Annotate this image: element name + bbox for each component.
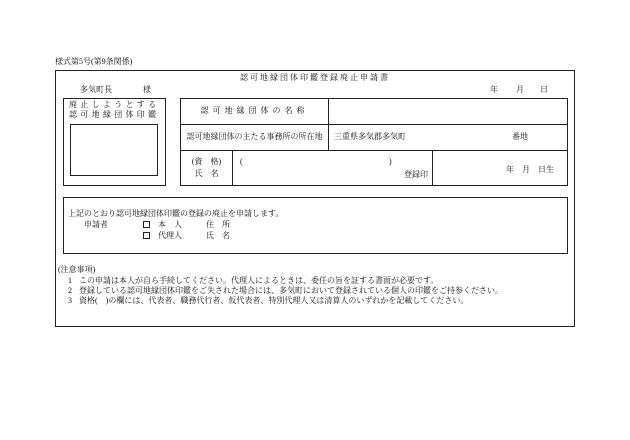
group-name-field[interactable]	[329, 99, 567, 124]
note-number: 2	[68, 286, 72, 295]
form-number: 様式第5号(第9条関係)	[55, 57, 133, 66]
group-name-label: 認可地縁団体の名称	[200, 106, 309, 115]
date-day-label: 日	[540, 85, 548, 94]
office-address-label: 認可地縁団体の主たる事務所の所在地	[186, 132, 323, 141]
qualification-paren-open: (	[240, 157, 243, 166]
date-year-label: 年	[490, 85, 498, 94]
applicant-address-label: 住 所	[206, 220, 230, 229]
self-checkbox[interactable]	[143, 221, 150, 228]
form-title: 認可地縁団体印鑑登録廃止申請書	[240, 73, 390, 82]
application-statement: 上記のとおり認可地縁団体印鑑の登録の廃止を申請します。	[68, 209, 284, 218]
addressee-name: 多気町長	[80, 85, 112, 94]
seal-box-caption-line2: 認可地縁団体印鑑	[69, 110, 160, 119]
self-option-label: 本 人	[158, 220, 182, 229]
agent-option-label: 代理人	[158, 231, 182, 240]
notes-heading: (注意事項)	[58, 265, 96, 274]
note-text: この申請は本人が自ら手続してください。代理人によるときは、委任の旨を証する書面が必要です。	[79, 276, 439, 285]
applicant-label: 申請者	[84, 220, 108, 229]
agent-checkbox[interactable]	[143, 232, 150, 239]
applicant-name-label: 氏 名	[206, 231, 230, 240]
note-text: 登録している認可地縁団体印鑑をご失された場合には、多気町において登録されている個人の印鑑をご持参ください。	[79, 286, 503, 295]
seal-impression-area[interactable]	[70, 124, 158, 176]
note-number: 1	[68, 276, 72, 285]
registered-seal-label: 登録印	[404, 170, 428, 179]
seal-box-caption-line1: 廃止しようとする	[69, 100, 160, 109]
note-text: 資格( )の欄には、代表者、職務代行者、仮代表者、特別代理人又は清算人のいずれかを記載してください。	[79, 296, 469, 305]
office-address-locality: 三重県多気郡多気町	[334, 132, 406, 141]
date-month-label: 月	[516, 85, 524, 94]
note-number: 3	[68, 296, 72, 305]
birth-date-label: 年 月 日生	[506, 165, 554, 174]
applicant-name-field[interactable]	[232, 230, 562, 241]
representative-name-field[interactable]	[233, 151, 432, 185]
qualification-paren-close: )	[389, 157, 392, 166]
applicant-address-field[interactable]	[232, 218, 562, 229]
person-name-label: 氏 名	[194, 169, 219, 178]
addressee-honorific: 様	[143, 85, 151, 94]
qualification-label: (資 格)	[191, 157, 222, 166]
office-address-suffix: 番地	[512, 132, 528, 141]
